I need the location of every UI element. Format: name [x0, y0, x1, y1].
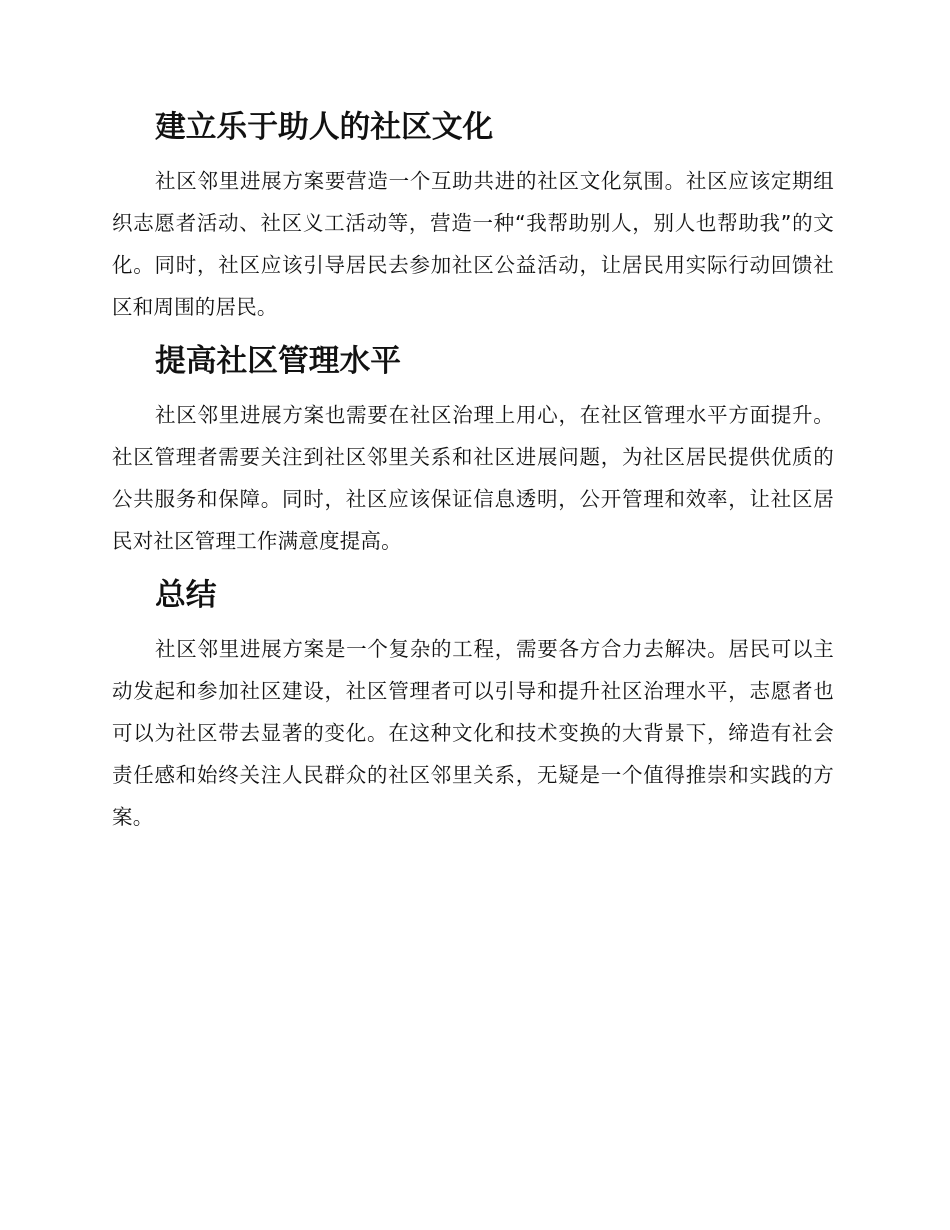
section-heading: 总结: [155, 577, 217, 613]
section-paragraph: 社区邻里进展方案也需要在社区治理上用心，在社区管理水平方面提升。社区管理者需要关注到社区邻里关系和社区进展问题，为社区居民提供优质的公共服务和保障。同时，社区应该保证信息透明，公开管理和效率，让社区居民对社区管理工作满意度提高。: [112, 403, 834, 553]
section-paragraph: 社区邻里进展方案要营造一个互助共进的社区文化氛围。社区应该定期组织志愿者活动、社区义工活动等，营造一种“我帮助别人，别人也帮助我”的文化。同时，社区应该引导居民去参加社区公益活动，让居民用实际行动回馈社区和周围的居民。: [112, 169, 834, 319]
section-summary: [112, 574, 834, 838]
section-community-culture: [112, 106, 834, 328]
document-body: [112, 106, 834, 850]
section-paragraph: 社区邻里进展方案是一个复杂的工程，需要各方合力去解决。居民可以主动发起和参加社区建设，社区管理者可以引导和提升社区治理水平，志愿者也可以为社区带去显著的变化。在这种文化和技术变换的大背景下，缔造有社会责任感和始终关注人民群众的社区邻里关系，无疑是一个值得推崇和实践的方案。: [112, 637, 834, 829]
section-heading: 提高社区管理水平: [155, 343, 402, 379]
section-heading: 建立乐于助人的社区文化: [155, 109, 494, 145]
section-management-level: [112, 340, 834, 562]
